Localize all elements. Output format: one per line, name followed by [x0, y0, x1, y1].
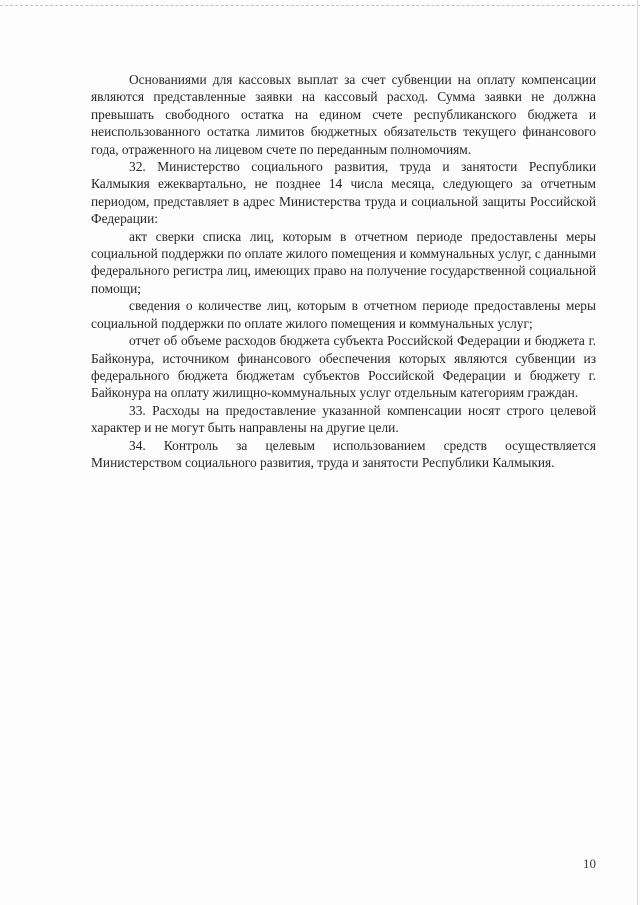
- paragraph-reconciliation-act: акт сверки списка лиц, которым в отчетном периоде предоставлены меры социальной поддержки по оплате жилого помещения и коммунальных услуг, с данными федерального регистра лиц, имеющих право на получение государственной социальной помощи;: [91, 228, 596, 296]
- paragraph-33: 33. Расходы на предоставление указанной компенсации носят строго целевой характер и не могут быть направлены на другие цели.: [91, 402, 596, 436]
- document-body: [91, 71, 596, 471]
- paragraph-34: 34. Контроль за целевым использованием средств осуществляется Министерством социального развития, труда и занятости Республики Калмыкия.: [91, 437, 596, 470]
- paragraph-32: 32. Министерство социального развития, труда и занятости Республики Калмыкия ежеквартально, не позднее 14 числа месяца, следующего за отчетным периодом, представляет в адрес Министерства труда и социальной защиты Российской Федерации:: [91, 159, 596, 227]
- paragraph-payment-basis: Основаниями для кассовых выплат за счет субвенции на оплату компенсации являются представленные заявки на кассовый расход. Сумма заявки не должна превышать свободного остатка на едином счете республиканского бюджета и неиспользованного остатка лимитов бюджетных обязательств текущего финансового года, отраженного на лицевом счете по переданным полномочиям.: [91, 72, 596, 157]
- paragraph-expense-report: отчет об объеме расходов бюджета субъекта Российской Федерации и бюджета г. Байконура, источником финансового обеспечения которых являются субвенции из федерального бюджета бюджетам субъектов Российской Федерации и бюджету г. Байконура на оплату жилищно-коммунальных услуг отдельным категориям граждан.: [91, 333, 596, 401]
- page-number: 10: [583, 856, 596, 871]
- scan-edge-right: [637, 0, 638, 905]
- scan-edge-top: [0, 5, 640, 6]
- paragraph-persons-info: сведения о количестве лиц, которым в отчетном периоде предоставлены меры социальной поддержки по оплате жилого помещения и коммунальных услуг;: [91, 298, 596, 331]
